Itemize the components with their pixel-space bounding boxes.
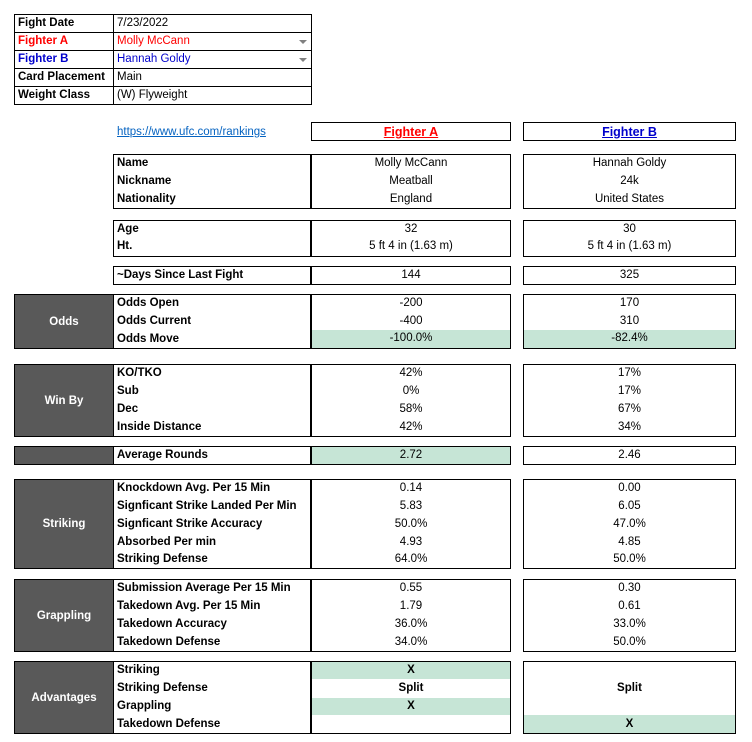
dec-label: Dec	[117, 403, 139, 415]
rankings-link[interactable]: https://www.ufc.com/rankings	[117, 126, 266, 138]
ss-accuracy-b: 47.0%	[613, 518, 646, 530]
nickname-b: 24k	[620, 175, 639, 187]
absorbed-label: Absorbed Per min	[117, 536, 217, 548]
sslpm-a: 5.83	[399, 500, 423, 512]
card-placement-label: Card Placement	[18, 71, 105, 83]
sub-a: 0%	[402, 385, 420, 397]
adv-striking-b	[524, 662, 735, 680]
name-label: Name	[117, 157, 149, 169]
odds-move-a: -100.0%	[312, 330, 510, 348]
takedown-defense-label: Takedown Defense	[117, 636, 221, 648]
adv-takedown-defense-a	[312, 716, 510, 734]
days-a: 144	[401, 269, 421, 281]
chevron-down-icon[interactable]	[299, 58, 307, 62]
odds-open-label: Odds Open	[117, 297, 179, 309]
ss-accuracy-label: Signficant Strike Accuracy	[117, 518, 263, 530]
takedown-avg-a: 1.79	[399, 600, 423, 612]
inside-distance-a: 42%	[399, 421, 423, 433]
days-b: 325	[619, 269, 640, 281]
takedown-accuracy-b: 33.0%	[613, 618, 646, 630]
takedown-avg-label: Takedown Avg. Per 15 Min	[117, 600, 261, 612]
sub-label: Sub	[117, 385, 139, 397]
nationality-b: United States	[594, 193, 665, 205]
fighter-a-label: Fighter A	[18, 35, 69, 47]
submission-avg-a: 0.55	[399, 582, 423, 594]
knockdown-a: 0.14	[399, 482, 423, 494]
winby-section-label: Win By	[14, 364, 114, 437]
ko-a: 42%	[399, 367, 423, 379]
nationality-label: Nationality	[117, 193, 176, 205]
rounds-b: 2.46	[618, 449, 641, 461]
nickname-a: Meatball	[389, 175, 433, 187]
odds-current-a: -400	[399, 315, 423, 327]
name-a: Molly McCann	[374, 157, 448, 169]
age-b: 30	[623, 223, 636, 235]
striking-section-label: Striking	[14, 479, 114, 569]
name-b: Hannah Goldy	[592, 157, 667, 169]
fighter-b-select[interactable]: Hannah Goldy	[117, 53, 191, 65]
fighter-b-label: Fighter B	[18, 53, 69, 65]
sslpm-label: Signficant Strike Landed Per Min	[117, 500, 297, 512]
takedown-accuracy-label: Takedown Accuracy	[117, 618, 227, 630]
sub-b: 17%	[617, 385, 642, 397]
striking-defense-b: 50.0%	[613, 553, 646, 565]
adv-striking-defense-b: Split	[617, 682, 642, 694]
inside-distance-label: Inside Distance	[117, 421, 202, 433]
odds-open-b: 170	[619, 297, 640, 309]
submission-avg-label: Submission Average Per 15 Min	[117, 582, 291, 594]
odds-move-label: Odds Move	[117, 333, 179, 345]
takedown-accuracy-a: 36.0%	[394, 618, 428, 630]
adv-striking-defense-label: Striking Defense	[117, 682, 208, 694]
chevron-down-icon[interactable]	[299, 40, 307, 44]
height-b: 5 ft 4 in (1.63 m)	[587, 240, 672, 252]
dec-b: 67%	[617, 403, 642, 415]
weight-class-label: Weight Class	[18, 89, 90, 101]
fight-date-label: Fight Date	[18, 17, 75, 29]
takedown-defense-b: 50.0%	[613, 636, 646, 648]
inside-distance-b: 34%	[617, 421, 642, 433]
adv-grappling-label: Grappling	[117, 700, 172, 712]
odds-current-label: Odds Current	[117, 315, 192, 327]
odds-open-a: -200	[399, 297, 423, 309]
fighter-a-header: Fighter A	[311, 122, 511, 141]
rounds-a: 2.72	[399, 449, 423, 461]
rounds-label: Average Rounds	[117, 449, 208, 461]
rounds-section-label	[14, 446, 114, 465]
odds-move-b: -82.4%	[524, 330, 735, 348]
grappling-section-label: Grappling	[14, 579, 114, 652]
height-label: Ht.	[117, 240, 133, 252]
ko-label: KO/TKO	[117, 367, 162, 379]
odds-section-label: Odds	[14, 294, 114, 349]
ko-b: 17%	[617, 367, 642, 379]
dec-a: 58%	[399, 403, 423, 415]
takedown-avg-b: 0.61	[618, 600, 641, 612]
adv-takedown-defense-label: Takedown Defense	[117, 718, 221, 730]
adv-striking-defense-a: Split	[398, 682, 424, 694]
takedown-defense-a: 34.0%	[394, 636, 428, 648]
adv-takedown-defense-b: X	[625, 718, 634, 730]
fighter-b-header: Fighter B	[523, 122, 736, 141]
adv-grappling-b	[524, 698, 735, 716]
striking-defense-label: Striking Defense	[117, 553, 208, 565]
absorbed-a: 4.93	[399, 536, 423, 548]
striking-defense-a: 64.0%	[394, 553, 428, 565]
adv-striking-label: Striking	[117, 664, 160, 676]
odds-current-b: 310	[619, 315, 640, 327]
weight-class-value[interactable]: (W) Flyweight	[117, 89, 188, 101]
sslpm-b: 6.05	[618, 500, 641, 512]
adv-striking-a: X	[407, 664, 415, 676]
height-a: 5 ft 4 in (1.63 m)	[369, 240, 453, 252]
fight-date-value[interactable]: 7/23/2022	[117, 17, 169, 29]
age-label: Age	[117, 223, 139, 235]
age-a: 32	[404, 223, 418, 235]
knockdown-label: Knockdown Avg. Per 15 Min	[117, 482, 271, 494]
nickname-label: Nickname	[117, 175, 172, 187]
days-label: ~Days Since Last Fight	[117, 269, 244, 281]
absorbed-b: 4.85	[618, 536, 641, 548]
ss-accuracy-a: 50.0%	[394, 518, 428, 530]
advantages-section-label: Advantages	[14, 661, 114, 734]
knockdown-b: 0.00	[618, 482, 641, 494]
submission-avg-b: 0.30	[618, 582, 641, 594]
card-placement-value[interactable]: Main	[117, 71, 142, 83]
fighter-a-select[interactable]: Molly McCann	[117, 35, 190, 47]
nationality-a: England	[389, 193, 433, 205]
adv-grappling-a: X	[407, 700, 415, 712]
